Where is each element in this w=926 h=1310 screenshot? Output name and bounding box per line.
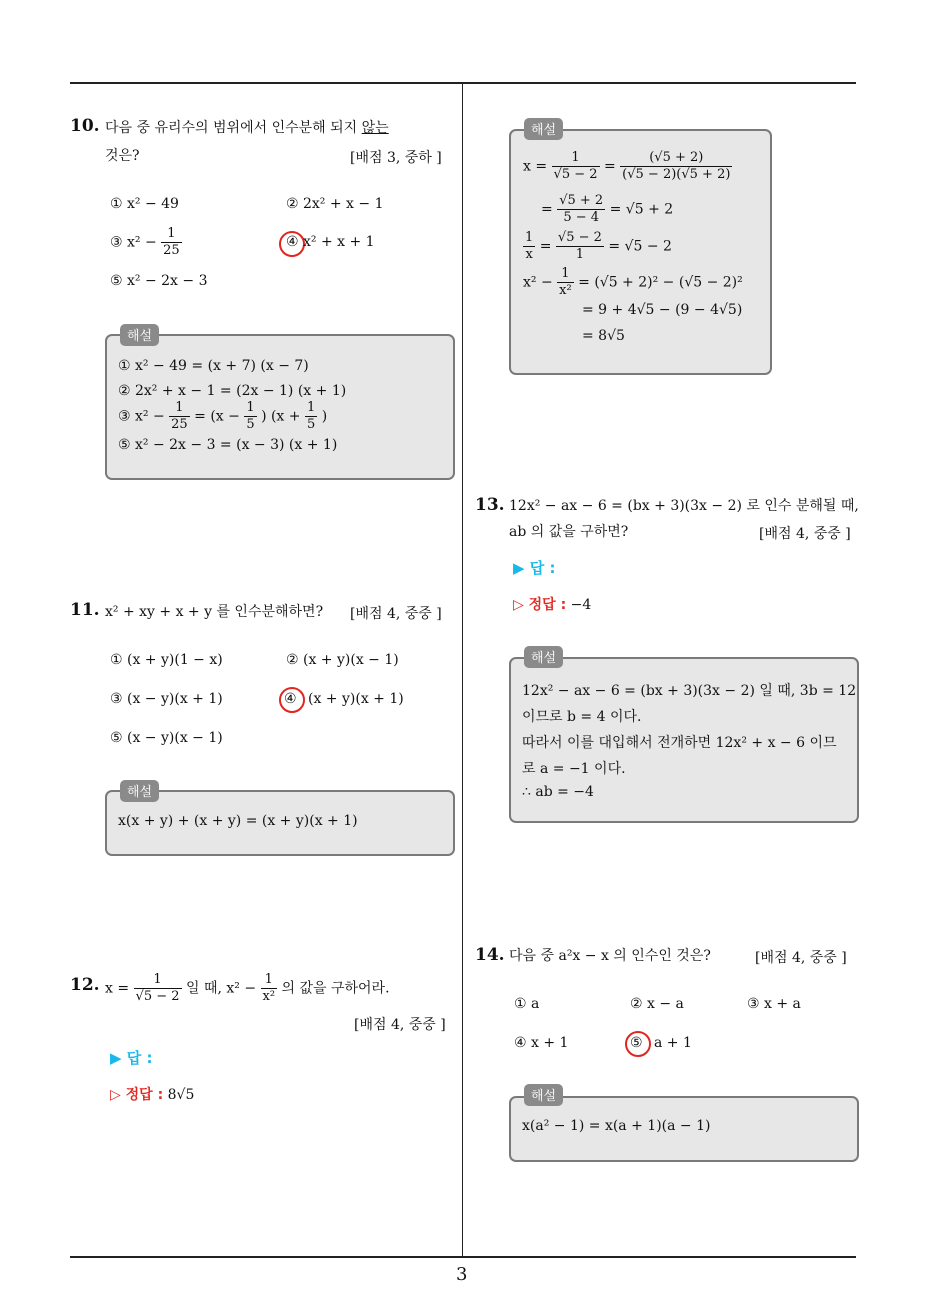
q12-answer-label: ▶ 답 : (110, 1049, 153, 1067)
q12-fraction-1: $\frac{1}{√5 - 2}$ (135, 972, 180, 1004)
question-11-meta: [배점 4, 중중 ] (350, 606, 442, 622)
question-10-number: 10. (70, 116, 100, 136)
question-10-meta: [배점 3, 중하 ] (350, 150, 442, 166)
q12-sol-row-2: = $\frac{√5 + 2}{5 - 4}$ = √5 + 2 (541, 193, 674, 225)
question-11-text: x² + xy + x + y 를 인수분해하면? (105, 604, 324, 620)
q14-option-1[interactable]: ① a (514, 996, 540, 1012)
question-12-text: x = $\frac{1}{√5 - 2}$ 일 때, x² − $\frac{1}{\text{x²}}$ 의 값을 구하어라. (105, 972, 390, 1004)
q10-solution-tag: 해설 (120, 324, 159, 346)
q12-sol-row-1: x = $\frac{1}{√5 - 2}$ = $\frac{(√5 + 2)}{(√5 - 2)(√5 + 2)}$ (523, 150, 731, 182)
q14-solution-tag: 해설 (524, 1084, 563, 1106)
q10-option-1[interactable]: ① x² − 49 (110, 196, 179, 212)
question-14-meta: [배점 4, 중중 ] (755, 950, 847, 966)
question-13-text-line2: ab 의 값을 구하면? (509, 524, 629, 540)
q11-solution-tag: 해설 (120, 780, 159, 802)
q13-correct-answer: ▷ 정답 : −4 (513, 597, 592, 613)
q10-solution-line-3: ③ x² − $\frac{1}{25}$ = (x − $\frac{1}{5}$ ) (x + $\frac{1}{5}$ ) (118, 400, 328, 432)
q12-fraction-2: $\frac{1}{\text{x²}}$ (262, 972, 276, 1004)
q10-option-5[interactable]: ⑤ x² − 2x − 3 (110, 273, 208, 289)
q13-solution-tag: 해설 (524, 646, 563, 668)
q10-solution-line-4: ⑤ x² − 2x − 3 = (x − 3) (x + 1) (118, 437, 338, 453)
q10-solution-line-1: ① x² − 49 = (x + 7) (x − 7) (118, 358, 309, 374)
q13-solution-line-3: 따라서 이를 대입해서 전개하면 12x² + x − 6 이므 (522, 735, 837, 751)
q12-sol-row-6: = 8√5 (582, 328, 625, 344)
question-11-number: 11. (70, 600, 100, 620)
q14-option-3[interactable]: ③ x + a (747, 996, 801, 1012)
question-14-text: 다음 중 a²x − x 의 인수인 것은? (509, 948, 711, 964)
q10-option-3-fraction: $\frac{1}{25}$ (163, 226, 180, 258)
q14-option-5[interactable]: a + 1 (654, 1035, 692, 1051)
q11-option-4[interactable]: (x + y)(x + 1) (308, 691, 404, 707)
q11-option-3[interactable]: ③ (x − y)(x + 1) (110, 691, 223, 707)
q11-solution-line: x(x + y) + (x + y) = (x + y)(x + 1) (118, 813, 358, 829)
page-number: 3 (456, 1264, 468, 1285)
q12-solution-tag: 해설 (524, 118, 563, 140)
question-12-meta: [배점 4, 중중 ] (354, 1017, 446, 1033)
top-rule (70, 82, 856, 84)
question-10-text-line2: 것은? (105, 148, 140, 164)
question-14-number: 14. (475, 945, 505, 965)
q13-solution-line-1: 12x² − ax − 6 = (bx + 3)(3x − 2) 일 때, 3b = 12 (522, 683, 857, 699)
q11-option-2[interactable]: ② (x + y)(x − 1) (286, 652, 399, 668)
column-divider (462, 82, 463, 1258)
question-10-text: 다음 중 유리수의 범위에서 인수분해 되지 않는 (105, 120, 389, 136)
q14-option-2[interactable]: ② x − a (630, 996, 684, 1012)
question-13-number: 13. (475, 495, 505, 515)
q13-solution-line-2: 이므로 b = 4 이다. (522, 709, 642, 725)
q10-option-2[interactable]: ② 2x² + x − 1 (286, 196, 384, 212)
bottom-rule (70, 1256, 856, 1258)
q13-solution-line-5: ∴ ab = −4 (522, 784, 594, 800)
q14-option-4[interactable]: ④ x + 1 (514, 1035, 569, 1051)
q11-option-5[interactable]: ⑤ (x − y)(x − 1) (110, 730, 223, 746)
q12-correct-answer: ▷ 정답 : 8√5 (110, 1087, 195, 1103)
q10-solution-line-2: ② 2x² + x − 1 = (2x − 1) (x + 1) (118, 383, 347, 399)
question-13-meta: [배점 4, 중중 ] (759, 526, 851, 542)
q12-sol-row-3: $\frac{1}{x}$ = $\frac{√5 - 2}{1}$ = √5 − 2 (525, 230, 672, 262)
q12-sol-row-4: x² − $\frac{1}{\text{x²}}$ = (√5 + 2)² − (√5 − 2)² (523, 266, 743, 298)
q10-option-3[interactable]: ③ x² − $\frac{1}{25}$ (110, 226, 180, 258)
q14-option-5-mark: ⑤ (630, 1035, 643, 1051)
q11-option-4-mark: ④ (284, 691, 297, 707)
q10-option-4[interactable]: ④ x² + x + 1 (286, 234, 375, 250)
q13-solution-line-4: 로 a = −1 이다. (522, 761, 626, 777)
q12-sol-row-5: = 9 + 4√5 − (9 − 4√5) (582, 302, 743, 318)
question-13-text: 12x² − ax − 6 = (bx + 3)(3x − 2) 로 인수 분해될 때, (509, 498, 859, 514)
q13-answer-label: ▶ 답 : (513, 559, 556, 577)
question-12-number: 12. (70, 975, 100, 995)
q11-option-1[interactable]: ① (x + y)(1 − x) (110, 652, 223, 668)
q14-solution-line: x(a² − 1) = x(a + 1)(a − 1) (522, 1118, 711, 1134)
